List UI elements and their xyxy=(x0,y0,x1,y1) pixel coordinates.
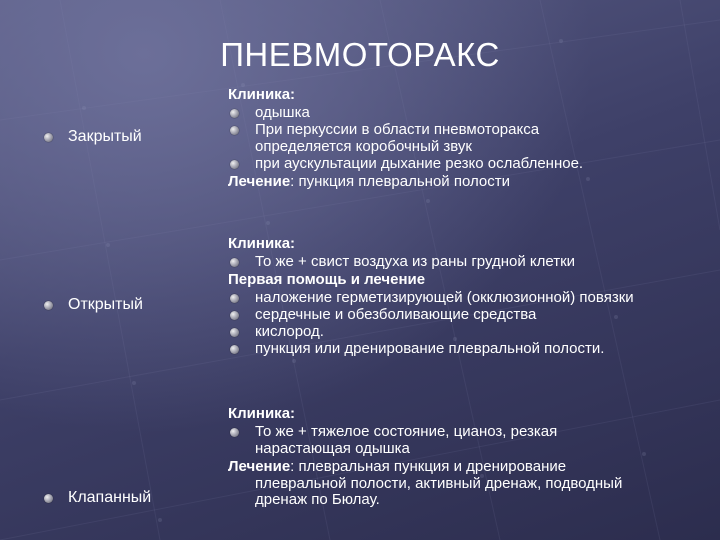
bullet-icon xyxy=(230,328,239,337)
list-item: То же + тяжелое состояние, цианоз, резкая нарастающая одышка xyxy=(226,423,630,457)
bullet-icon xyxy=(230,311,239,320)
type-label: Открытый xyxy=(68,296,143,313)
bullet-icon xyxy=(230,294,239,303)
type-label: Закрытый xyxy=(68,128,142,145)
closed-description xyxy=(226,85,716,191)
bullet-icon xyxy=(230,160,239,169)
clinic-heading: Клиника: xyxy=(228,405,296,422)
clinic-heading: Клиника: xyxy=(228,86,296,103)
bullet-icon xyxy=(44,133,53,142)
bullet-icon xyxy=(44,494,53,503)
bullet-icon xyxy=(230,126,239,135)
list-item: одышка xyxy=(226,104,716,121)
list-item: сердечные и обезболивающие средства xyxy=(226,306,716,323)
type-label: Клапанный xyxy=(68,489,152,506)
list-item: То же + свист воздуха из раны грудной клетки xyxy=(226,253,716,270)
type-valve xyxy=(44,489,151,507)
open-description xyxy=(226,234,716,357)
list-item: наложение герметизирующей (окклюзионной) повязки xyxy=(226,289,716,306)
clinic-heading: Клиника: xyxy=(228,235,296,252)
bullet-icon xyxy=(230,258,239,267)
list-item: кислород. xyxy=(226,323,716,340)
slide-title: ПНЕВМОТОРАКС xyxy=(220,36,500,73)
list-item: пункция или дренирование плевральной полости. xyxy=(226,340,716,357)
treatment-line: Лечение: плевральная пункция и дренирование xyxy=(228,458,567,475)
treatment-continuation: дренаж по Бюлау. xyxy=(255,491,380,508)
bullet-icon xyxy=(230,428,239,437)
bullet-icon xyxy=(44,301,53,310)
type-closed xyxy=(44,128,142,146)
list-item: При перкуссии в области пневмоторакса определяется коробочный звук xyxy=(226,121,630,155)
first-aid-heading: Первая помощь и лечение xyxy=(228,271,426,288)
list-item: при аускультации дыхание резко ослабленное. xyxy=(226,155,716,172)
treatment-continuation: плевральной полости, активный дренаж, подводный xyxy=(255,475,623,492)
bullet-icon xyxy=(230,109,239,118)
treatment-line: Лечение: пункция плевральной полости xyxy=(228,173,510,190)
bullet-icon xyxy=(230,345,239,354)
valve-description xyxy=(226,404,716,508)
type-open xyxy=(44,296,143,314)
